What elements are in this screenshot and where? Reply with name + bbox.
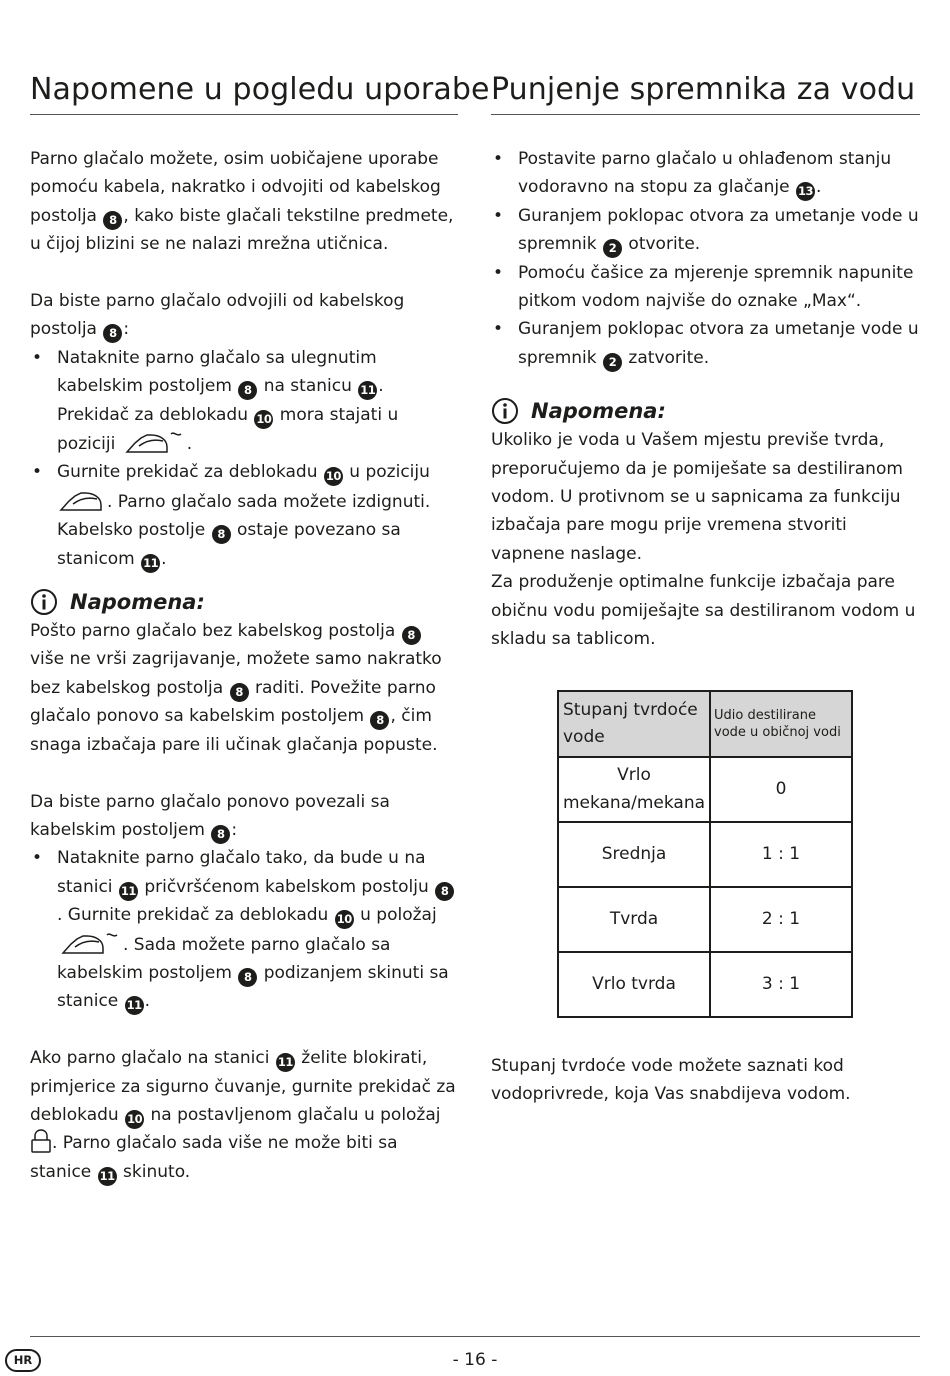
right-column [491, 72, 920, 1108]
section-title-water-tank: Punjenje spremnika za vodu [491, 72, 920, 115]
note-heading [491, 396, 920, 426]
note-text-2: Za produženje optimalne funkcije izbačaja pare običnu vodu pomiješajte sa destiliranom vodom u skladu sa tablicom. [491, 572, 916, 650]
list-item: • Nataknite parno glačalo sa ulegnutim kabelskim postoljem 8 na stanicu 11 . Prekidač za deblokadu 10 mora stajati u poziciji . [30, 344, 458, 459]
table-cell: Vrlo mekana/mekana [558, 757, 710, 822]
table-row [558, 952, 852, 1017]
list-item: • Postavite parno glačalo u ohlađenom stanju vodoravno na stopu za glačanje 13 . [491, 145, 920, 202]
part-number-11: 11 [125, 996, 144, 1015]
list-item: • Guranjem poklopac otvora za umetanje vode u spremnik 2 zatvorite. [491, 315, 920, 372]
page-number: - 16 - [452, 1350, 498, 1370]
table-cell: 3 : 1 [710, 952, 852, 1017]
part-number-13: 13 [796, 182, 815, 201]
reattach-steps [30, 844, 458, 1015]
part-number-8: 8 [238, 968, 257, 987]
water-hardness-table [557, 690, 853, 1018]
part-number-8: 8 [402, 626, 421, 645]
part-number-10: 10 [254, 410, 273, 429]
part-number-10: 10 [125, 1110, 144, 1129]
info-icon [30, 588, 58, 616]
reattach-intro: Da biste parno glačalo ponovo povezali sa kabelskim postoljem 8 : [30, 788, 458, 845]
list-item: • Guranjem poklopac otvora za umetanje vode u spremnik 2 otvorite. [491, 202, 920, 259]
table-cell: 1 : 1 [710, 822, 852, 887]
note-heading [30, 587, 458, 617]
info-icon [491, 397, 519, 425]
part-number-2: 2 [603, 353, 622, 372]
part-number-11: 11 [98, 1167, 117, 1186]
table-header: Stupanj tvrdoće vode [558, 691, 710, 757]
part-number-8: 8 [103, 324, 122, 343]
table-cell: Srednja [558, 822, 710, 887]
part-number-2: 2 [603, 239, 622, 258]
table-header: Udio destilirane vode u običnoj vodi [710, 691, 852, 757]
part-number-8: 8 [211, 825, 230, 844]
table-cell: 2 : 1 [710, 887, 852, 952]
table-cell: 0 [710, 757, 852, 822]
iron-unlocked-position-icon [57, 487, 107, 513]
note-text: Pošto parno glačalo bez kabelskog postolja 8 više ne vrši zagrijavanje, možete samo nakratko bez kabelskog postolja 8 raditi. Povežite parno glačalo ponovo sa kabelskim postoljem 8 , čim snaga izbačaja pare ili učinak glačanja popuste. [30, 621, 442, 755]
filling-steps [491, 145, 920, 372]
part-number-8: 8 [238, 381, 257, 400]
footer-divider [30, 1336, 920, 1337]
lock-icon [30, 1129, 52, 1153]
part-number-11: 11 [141, 554, 160, 573]
part-number-11: 11 [358, 381, 377, 400]
list-item: • Gurnite prekidač za deblokadu 10 u poziciju . Parno glačalo sada možete izdignuti. Kabelsko postolje 8 ostaje povezano sa stanicom 11 . [30, 458, 458, 573]
part-number-11: 11 [119, 882, 138, 901]
note-title: Napomena: [531, 399, 666, 424]
note-text: Ukoliko je voda u Vašem mjestu previše tvrda, preporučujemo da je pomiješate sa destiliranom vodom. U protivnom se u sapnicama za funkciju izbačaja pare mogu prije vremena stvoriti vapnene naslage. [491, 430, 903, 564]
list-item: • Pomoću čašice za mjerenje spremnik napunite pitkom vodom najviše do oznake „Max“. [491, 259, 920, 316]
table-row [558, 757, 852, 822]
note-title: Napomena: [70, 590, 205, 615]
part-number-11: 11 [276, 1053, 295, 1072]
table-header-row [558, 691, 852, 757]
iron-locked-position-icon [57, 930, 123, 956]
detach-intro: Da biste parno glačalo odvojili od kabelskog postolja 8 : [30, 287, 458, 344]
lock-paragraph: Ako parno glačalo na stanici 11 želite blokirati, primjerice za sigurno čuvanje, gurnite prekidač za deblokadu 10 na postavljenom glačalu u položaj . Parno glačalo sada više ne može biti sa stanice 11 skinuto. [30, 1044, 458, 1186]
part-number-8: 8 [230, 683, 249, 702]
language-badge: HR [5, 1349, 41, 1372]
part-number-8: 8 [103, 211, 122, 230]
table-row [558, 822, 852, 887]
part-number-10: 10 [324, 467, 343, 486]
part-number-8: 8 [435, 882, 454, 901]
detach-steps [30, 344, 458, 573]
table-cell: Vrlo tvrda [558, 952, 710, 1017]
list-item: • Nataknite parno glačalo tako, da bude u na stanici 11 pričvršćenom kabelskom postolju 8. Gurnite prekidač za deblokadu 10 u položaj . Sada možete parno glačalo sa kabelskim postoljem 8 podizanjem skinuti sa stanice 11 . [30, 844, 458, 1015]
section-title-usage: Napomene u pogledu uporabe [30, 72, 458, 115]
table-cell: Tvrda [558, 887, 710, 952]
intro-paragraph: Parno glačalo možete, osim uobičajene uporabe pomoću kabela, nakratko i odvojiti od kabelskog postolja 8 , kako biste glačali tekstilne predmete, u čijoj blizini se ne nalazi mrežna utičnica. [30, 149, 454, 255]
iron-locked-position-icon [121, 429, 187, 455]
hardness-info: Stupanj tvrdoće vode možete saznati kod vodoprivrede, koja Vas snabdijeva vodom. [491, 1055, 851, 1104]
table-row [558, 887, 852, 952]
part-number-8: 8 [212, 525, 231, 544]
part-number-8: 8 [370, 711, 389, 730]
part-number-10: 10 [335, 910, 354, 929]
left-column [30, 72, 490, 1186]
